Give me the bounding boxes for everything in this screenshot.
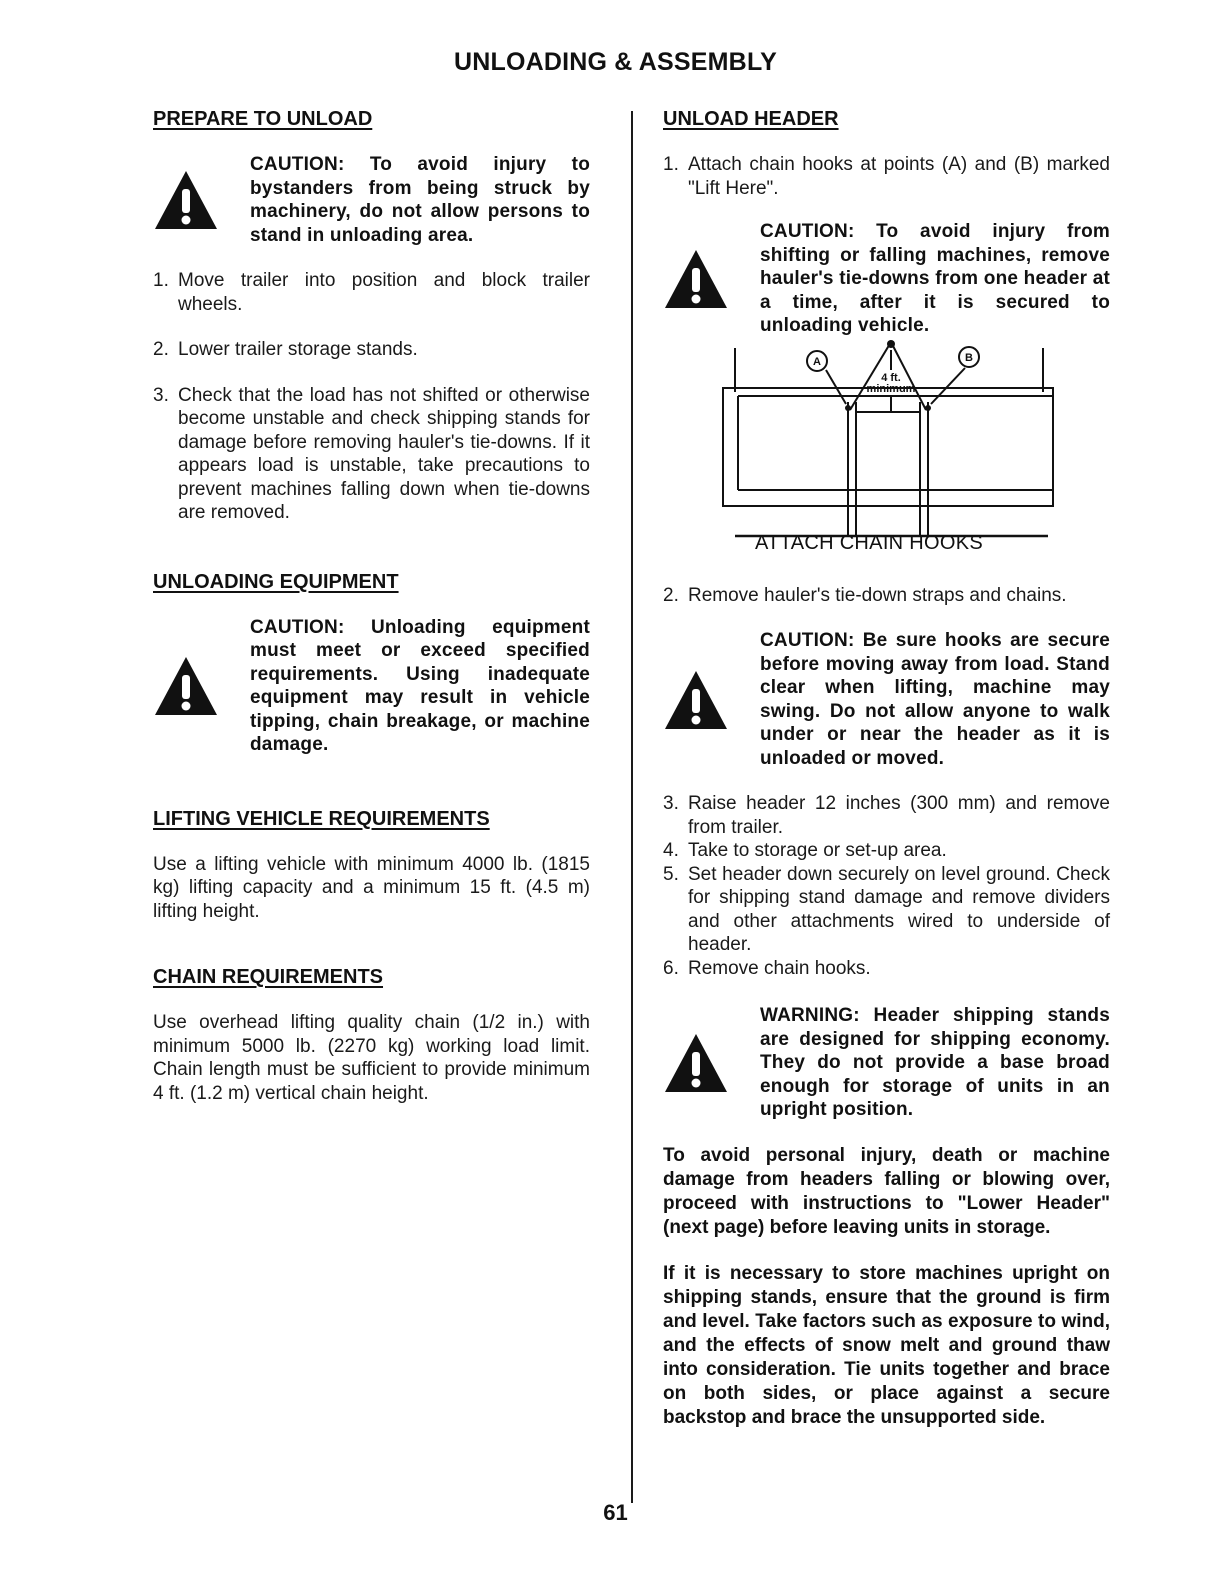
list-item: 2. Remove hauler's tie-down straps and chains.	[663, 584, 1067, 606]
warning-triangle-icon	[663, 248, 760, 310]
left-column	[153, 107, 590, 1105]
list-item: 1. Attach chain hooks at points (A) and (B) marked "Lift Here".	[663, 154, 1110, 199]
shipping-warning	[663, 1004, 1110, 1122]
unload-caution-2	[663, 629, 1110, 770]
equipment-caution-text: CAUTION: Unloading equipment must meet or exceed specified requirements. Using inadequate equipment may result in vehicle tipping, chain breakage, or machine damage.	[250, 616, 590, 755]
prepare-heading: PREPARE TO UNLOAD	[153, 108, 373, 130]
lifting-heading: LIFTING VEHICLE REQUIREMENTS	[153, 807, 490, 830]
warning-triangle-icon	[663, 1032, 760, 1094]
prepare-caution-text: CAUTION: To avoid injury to bystanders from being struck by machinery, do not allow persons to stand in unloading area.	[250, 154, 590, 246]
unload-caution-1	[663, 220, 1110, 338]
unload-step-1	[663, 153, 1110, 200]
prepare-steps	[153, 269, 590, 525]
unload-caution-2-text: CAUTION: Be sure hooks are secure before moving away from load. Stand clear when lifting, machine may swing. Do not allow anyone to walk under or near the header as it is unloaded or moved.	[760, 630, 1110, 769]
point-a-label: A	[813, 355, 821, 368]
list-item: 6. Remove chain hooks.	[663, 957, 871, 979]
dimension-label-1: 4 ft.	[881, 371, 901, 384]
list-item: 5. Set header down securely on level ground. Check for shipping stand damage and remove dividers and other attachments wired to underside of header.	[663, 863, 1110, 955]
list-item: 1. Move trailer into position and block trailer wheels.	[153, 270, 590, 315]
right-column	[663, 107, 1110, 1430]
warning-triangle-icon	[153, 655, 250, 717]
list-item: 2. Lower trailer storage stands.	[153, 339, 418, 360]
dimension-label-2: minimum	[866, 382, 916, 395]
page-title: UNLOADING & ASSEMBLY	[453, 48, 777, 76]
unload-heading: UNLOAD HEADER	[663, 108, 839, 130]
column-divider	[631, 111, 633, 1503]
figure-caption: ATTACH CHAIN HOOKS	[755, 531, 984, 554]
warning-triangle-icon	[153, 169, 250, 231]
list-item: 4. Take to storage or set-up area.	[663, 840, 947, 861]
list-item: 3. Check that the load has not shifted or otherwise become unstable and check shipping stands for damage before removing hauler's tie-downs. If it appears load is unstable, take precautions to prevent machines falling down when tie-downs are removed.	[153, 384, 590, 523]
point-b-label: B	[965, 351, 973, 364]
storage-paragraph-2: If it is necessary to store machines upright on shipping stands, ensure that the ground is firm and level. Take factors such as exposure to wind, and the effects of snow melt and ground thaw into consideration. Tie units together and brace on both sides, or place against a secure backstop and brace the unsupported side.	[663, 1262, 1110, 1428]
unload-steps	[663, 792, 1110, 980]
equipment-caution	[153, 616, 590, 757]
lifting-text: Use a lifting vehicle with minimum 4000 lb. (1815 kg) lifting capacity and a minimum 15 ft. (4.5 m) lifting height.	[153, 853, 590, 922]
unload-step-2	[663, 584, 1110, 608]
list-item: 3. Raise header 12 inches (300 mm) and remove from trailer.	[663, 793, 1110, 838]
chain-heading: CHAIN REQUIREMENTS	[153, 966, 384, 988]
prepare-caution	[153, 153, 590, 247]
shipping-warning-text: WARNING: Header shipping stands are designed for shipping economy. They do not provide a base broad enough for storage of units in an upright position.	[760, 1005, 1110, 1120]
page-number: 61	[603, 1500, 628, 1525]
warning-triangle-icon	[663, 669, 760, 731]
chain-hooks-diagram	[663, 340, 1110, 540]
chain-text: Use overhead lifting quality chain (1/2 in.) with minimum 5000 lb. (2270 kg) working load limit. Chain length must be sufficient to provide minimum 4 ft. (1.2 m) vertical chain height.	[153, 1012, 590, 1104]
unload-caution-1-text: CAUTION: To avoid injury from shifting or falling machines, remove hauler's tie-downs from one header at a time, after it is secured to unloading vehicle.	[760, 221, 1110, 336]
storage-paragraph-1: To avoid personal injury, death or machine damage from headers falling or blowing over, proceed with instructions to "Lower Header" (next page) before leaving units in storage.	[663, 1144, 1110, 1238]
chain-hooks-figure	[663, 340, 1110, 560]
equipment-heading: UNLOADING EQUIPMENT	[153, 570, 399, 593]
